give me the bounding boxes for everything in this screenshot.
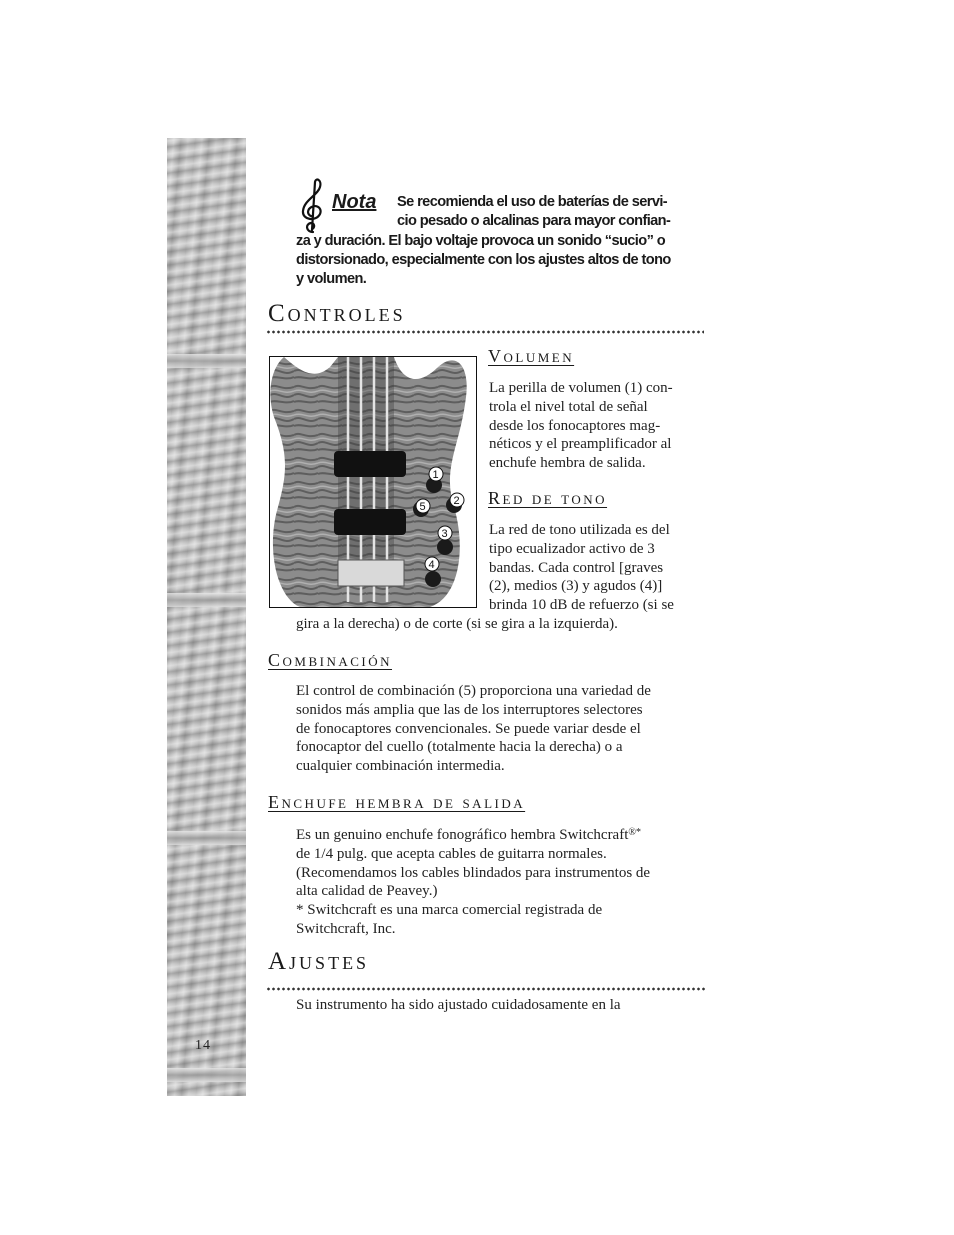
text-line: El control de combinación (5) proporciona una variedad de xyxy=(296,683,651,699)
text-line: sonidos más amplia que las de los interruptores selectores xyxy=(296,701,643,718)
text-line: fonocaptor del cuello (totalmente hacia la derecha) o a xyxy=(296,739,623,756)
text-line: de 1/4 pulg. que acepta cables de guitarra normales. xyxy=(296,845,607,862)
text-line: (2), medios (3) y agudos (4)] xyxy=(489,578,663,595)
text-line: (Recomendamos los cables blindados para instrumentos de xyxy=(296,864,651,881)
svg-text:4: 4 xyxy=(428,559,435,571)
subheading-red-de-tono: Red de tono xyxy=(488,488,608,508)
text-line: cualquier combinación intermedia. xyxy=(296,758,505,775)
svg-text:3: 3 xyxy=(441,528,448,540)
marker-4 xyxy=(425,557,439,571)
text-line: alta calidad de Peavey.) xyxy=(296,883,438,900)
text-line xyxy=(296,824,716,845)
note-line: y volumen. xyxy=(296,271,367,288)
text-line: La perilla de volumen (1) con- xyxy=(489,380,673,396)
page-number: 14 xyxy=(195,1038,211,1053)
text-line: * Switchcraft es una marca comercial registrada de xyxy=(296,902,603,919)
svg-text:1: 1 xyxy=(432,469,439,481)
wood-grain-strip xyxy=(167,138,246,1096)
text-line: de fonocaptores convencionales. Se puede variar desde el xyxy=(296,720,641,737)
trademark-mark: ®* xyxy=(628,827,641,838)
paragraph-volumen xyxy=(489,379,714,473)
bass-photo xyxy=(269,356,477,608)
text-line: brinda 10 dB de refuerzo (si se xyxy=(489,597,674,614)
text-line: La red de tono utilizada es del xyxy=(489,522,670,538)
text-fragment: Es un genuino enchufe fonográfico hembra Switchcraft xyxy=(296,827,629,843)
strip-seam xyxy=(167,593,246,607)
marker-1 xyxy=(429,467,443,481)
treble-clef-icon xyxy=(296,178,328,234)
note-line: za y duración. El bajo voltaje provoca un sonido “sucio” o xyxy=(296,232,666,249)
text-line: bandas. Cada control [graves xyxy=(489,559,664,576)
paragraph-enchufe xyxy=(296,824,716,939)
note-line: distorsionado, especialmente con los ajustes altos de tono xyxy=(296,251,671,268)
dotted-divider xyxy=(266,330,704,334)
text-line: tipo ecualizador activo de 3 xyxy=(489,540,655,557)
text-line: desde los fonocaptores mag- xyxy=(489,417,661,434)
text-line: trola el nivel total de señal xyxy=(489,398,648,415)
marker-3 xyxy=(438,526,452,540)
paragraph-ajustes: Su instrumento ha sido ajustado cuidadosamente en la xyxy=(296,997,621,1013)
text-line: enchufe hembra de salida. xyxy=(489,455,646,472)
section-title-ajustes: Ajustes xyxy=(268,948,370,975)
subheading-combinacion: Combinación xyxy=(268,650,393,670)
note-line: Se recomienda el uso de baterías de servi- xyxy=(397,194,668,210)
paragraph-red-de-tono-end: gira a la derecha) o de corte (si se gira a la izquierda). xyxy=(296,616,618,632)
note-line: cio pesado o alcalinas para mayor confian- xyxy=(397,213,671,230)
paragraph-combinacion xyxy=(296,682,716,776)
strip-seam xyxy=(167,831,246,845)
paragraph-red-de-tono xyxy=(489,521,714,615)
dotted-divider xyxy=(266,987,706,991)
text-line: Switchcraft, Inc. xyxy=(296,920,396,937)
subheading-volumen: Volumen xyxy=(488,346,575,366)
text-line: néticos y el preamplificador al xyxy=(489,436,672,453)
svg-text:2: 2 xyxy=(453,495,460,507)
subheading-enchufe: Enchufe hembra de salida xyxy=(268,792,526,812)
note-label: Nota xyxy=(332,191,377,213)
section-title-controles: Controles xyxy=(268,300,406,327)
strip-seam xyxy=(167,354,246,368)
svg-text:5: 5 xyxy=(419,501,426,513)
strip-seam xyxy=(167,1068,246,1082)
marker-5 xyxy=(416,499,430,513)
control-markers xyxy=(270,357,476,607)
note-box xyxy=(296,176,706,289)
marker-2 xyxy=(450,493,464,507)
